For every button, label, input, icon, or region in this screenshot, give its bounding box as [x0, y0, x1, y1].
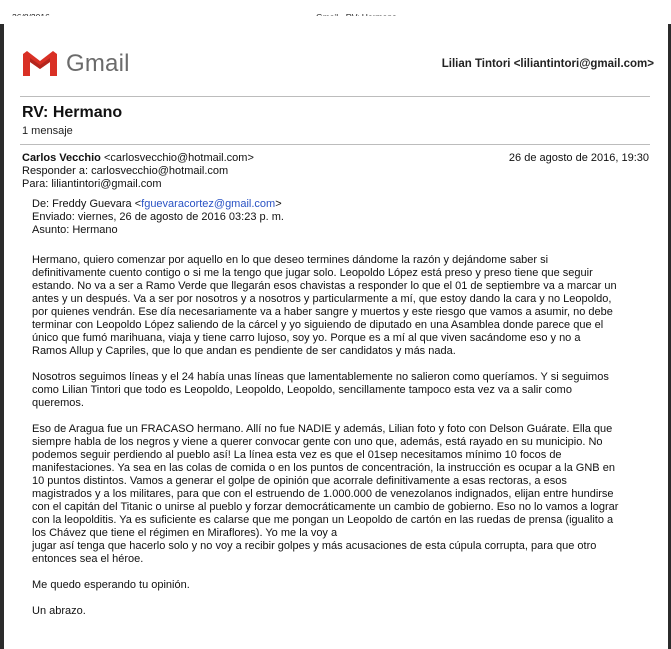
message-date: 26 de agosto de 2016, 19:30	[508, 152, 649, 164]
body-line: podemos seguir perdiendo al pueblo así! La línea esta vez es que el 01sep necesitamos mínimo 10 focos de	[32, 449, 562, 461]
body-line: Me quedo esperando tu opinión.	[32, 579, 190, 591]
reply-to: Responder a: carlosvecchio@hotmail.com	[22, 165, 229, 177]
body-line: magistrados y a los militares, para que con el estruendo de 1.000.000 de venezolanos indignados, elijan entre hundirse	[32, 488, 614, 500]
body-line: estando. No va a ser a Ramo Verde que llegarán esos chavistas a responder lo que el 01 de septiembre va a marcar un	[32, 280, 617, 292]
forwarded-from-email[interactable]: fguevaracortez@gmail.com	[141, 198, 276, 210]
body-line: entonces sea el héroe.	[32, 553, 144, 565]
body-line: por quienes vendrán. Ese día necesariamente va a haber sangre y muertos y este riesgo que vamos a asumir, no debe	[32, 306, 613, 318]
body-line: siempre habla de los negros y viene a querer convocar gente con uno que, además, está rayado en su municipio. No	[32, 436, 603, 448]
gmail-header	[20, 48, 660, 88]
message-body	[32, 254, 652, 631]
body-line: antes y un después. Va a ser por nosotros y a nosotros y particularmente a mí, que estoy dando la cara y no Leopoldo,	[32, 293, 612, 305]
thread-subject: RV: Hermano	[22, 104, 123, 121]
forwarded-header	[32, 198, 284, 237]
body-line: Ramos Allup y Capriles, que lo que andan es pendiente de ser candidatos y más nada.	[32, 345, 456, 357]
body-line: definitivamente cuento contigo o si me la tengo que jugar solo. Leopoldo López está preso y preso tiene que seguir	[32, 267, 593, 279]
body-paragraph	[32, 423, 652, 566]
account-identity: Lilian Tintori <liliantintori@gmail.com>	[441, 58, 654, 70]
body-line: terminar con Leopoldo López saliendo de la cárcel y yo siguiendo de diputado en una Asamblea donde parece que el	[32, 319, 604, 331]
forwarded-from: De: Freddy Guevara <fguevaracortez@gmail.com>	[32, 198, 282, 210]
body-line: los Chávez que tiene el régimen en Miraflores). Yo me la voy a	[32, 527, 338, 539]
body-line: queremos.	[32, 397, 84, 409]
body-line: con el capitán del Titanic o unirse al pueblo y forzar democráticamente un cambio de gobierno. Eso no lo vamos a lograr	[32, 501, 619, 513]
body-line: Nosotros seguimos líneas y el 24 había unas líneas que lamentablemente no salieron como queríamos. Y si seguimos	[32, 371, 609, 383]
body-line: manifestaciones. Ya sea en las colas de comida o en los puntos de concentración, la instrucción es ocupar a la GNB en	[32, 462, 615, 474]
body-line: como Lilian Tintori que todo es Leopoldo, Leopoldo, Leopoldo, sencillamente tampoco esta vez va a salir como	[32, 384, 572, 396]
sender-email[interactable]: <carlosvecchio@hotmail.com>	[103, 152, 254, 164]
gmail-logo-icon	[20, 48, 60, 78]
body-line: Un abrazo.	[32, 605, 86, 617]
forwarded-sent: Enviado: viernes, 26 de agosto de 2016 03:23 p. m.	[32, 211, 284, 223]
sender-name: Carlos Vecchio	[22, 152, 101, 164]
forwarded-subject: Asunto: Hermano	[32, 224, 118, 236]
divider	[20, 144, 650, 145]
body-paragraph	[32, 605, 652, 618]
body-line: 10 puntos distintos. Vamos a generar el golpe de opinión que acorrale definitivamente a esas rectoras, a esos	[32, 475, 567, 487]
divider	[20, 96, 650, 97]
body-line: con la leopolditis. Ya es suficiente es calarse que me pongan un Leopoldo de cartón en las ruedas de prensa (igualito a	[32, 514, 614, 526]
message-count: 1 mensaje	[22, 125, 73, 137]
body-paragraph	[32, 371, 652, 410]
gmail-logo-text: Gmail	[66, 50, 130, 77]
message-header	[22, 152, 254, 191]
body-paragraph	[32, 254, 652, 358]
body-paragraph	[32, 579, 652, 592]
body-line: jugar así tenga que hacerlo solo y no voy a recibir golpes y más acusaciones de esta cúpula corrupta, para que otro	[32, 540, 597, 552]
body-line: único que fumó marihuana, viaja y tiene carro lujoso, soy yo. Porque es a mí al que viven sacándome eso y no a	[32, 332, 581, 344]
recipient: Para: liliantintori@gmail.com	[22, 178, 162, 190]
body-line: Eso de Aragua fue un FRACASO hermano. Allí no fue NADIE y además, Lilian foto y foto con Delson Guárate. Ella que	[32, 423, 613, 435]
body-line: Hermano, quiero comenzar por aquello en lo que deseo termines dándome la razón y dejándome saber si	[32, 254, 549, 266]
